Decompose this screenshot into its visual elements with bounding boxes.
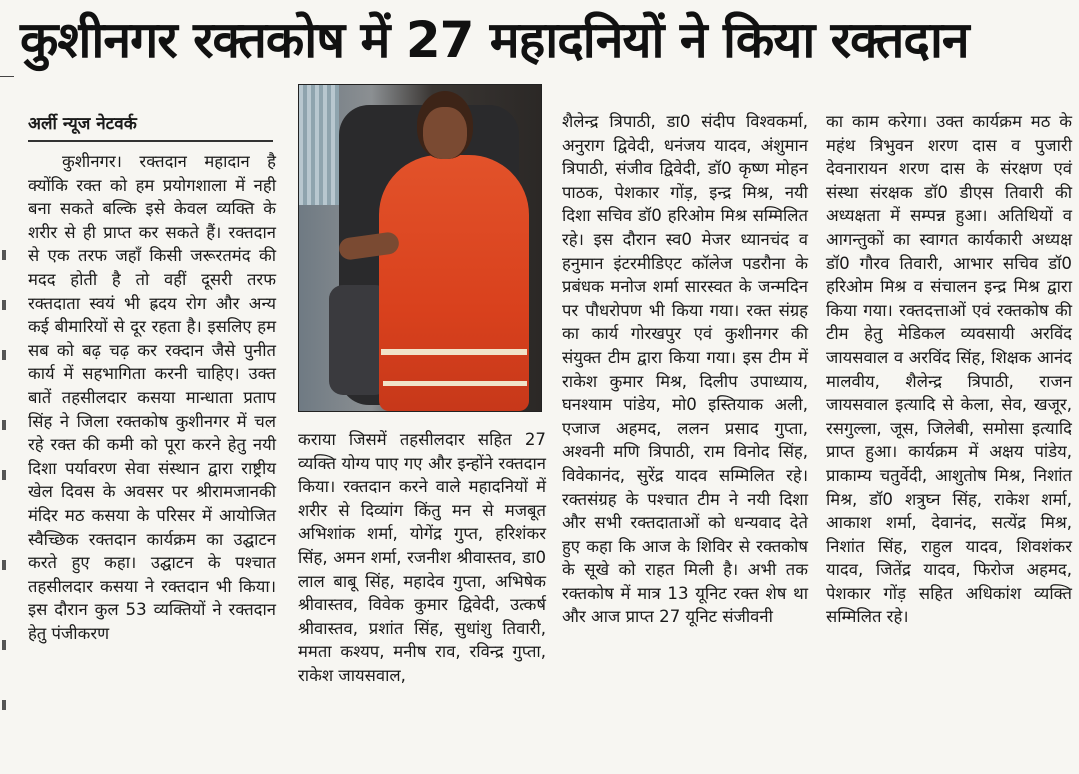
edge-rule (0, 76, 14, 77)
paragraph: कुशीनगर। रक्तदान महादान है क्योंकि रक्त को हम प्रयोगशाला में नही बना सकते बल्कि इसे केवल व्यक्ति के शरीर से ही प्राप्त कर सकते हैं। रक्तदान से एक तरफ जहाँ किसी जरूरतमंद की मदद होती है तो वहीं दूसरी तरफ रक्तदाता स्वयं भी ह्रदय रोग और अन्य कई बीमारियों से दूर रहता है। इसलिए हम सब को बढ़ चढ़ कर रक्दान जैसे पुनीत कार्य में सहभागिता करनी चाहिए। उक्त बातें तहसीलदार कसया मान्धाता प्रताप सिंह ने जिला रक्तकोष कुशीनगर में चल रहे रक्त की कमी को पूरा करने हेतु नयी दिशा पर्यावरण सेवा संस्थान द्वारा राष्ट्रीय खेल दिवस के अवसर पर श्रीरामजानकी मंदिर मठ कसया के परिसर में आयोजित स्वैच्छिक रक्तदान कार्यक्रम का उद्घाटन करते हुए कहा। उद्घाटन के पश्चात तहसीलदार कसया ने रक्तदान भी किया। इस दौरान कुल 53 व्यक्तियों ने रक्तदान हेतु पंजीकरण (28, 152, 276, 643)
paragraph: कराया जिसमें तहसीलदार सहित 27 व्यक्ति योग्य पाए गए और इन्होंने रक्तदान किया। रक्तदान करने वाले महादनियों में शरीर से दिव्यांग किंतु मन से मजबूत अभिशांक शर्मा, योगेंद्र गुप्त, हरिशंकर सिंह, अमन शर्मा, रजनीश श्रीवास्तव, डा0 लाल बाबू सिंह, महादेव गुप्ता, अभिषेक श्रीवास्तव, विवेक कुमार द्विवेदी, उत्कर्ष श्रीवास्तव, प्रशांत सिंह, सुधांशु तिवारी, ममता कश्यप, मनीष राव, रविन्द्र गुप्ता, राकेश जायसवाल, (298, 430, 546, 685)
article-column-4 (826, 110, 1072, 629)
clipping-edge-marks (0, 0, 10, 774)
article-column-3 (562, 110, 808, 629)
paragraph: का काम करेगा। उक्त कार्यक्रम मठ के महंथ त्रिभुवन शरण दास व पुजारी देवनारायन शरण दास के संरक्षण एवं संस्था संरक्षक डॉ0 डीएस तिवारी की अध्यक्षता में सम्पन्न हुआ। अतिथियों व आगन्तुकों का स्वागत कार्यकारी अध्यक्ष डॉ0 गौरव तिवारी, आभार सचिव डॉ0 हरिओम मिश्र व संचालन इन्द्र मिश्र द्वारा किया गया। रक्तदत्ताओं एवं रक्तकोष की टीम हेतु मेडिकल व्यवसायी अरविंद जायसवाल व अरविंद सिंह, शिक्षक आनंद मालवीय, शैलेन्द्र त्रिपाठी, राजन जायसवाल इत्यादि से केला, सेव, खजूर, रसगुल्ला, जूस, जिलेबी, समोसा इत्यादि प्राप्त हुआ। कार्यक्रम में अक्षय पांडेय, प्राकाम्य चतुर्वेदी, आशुतोष मिश्र, निशांत मिश्र, डॉ0 शत्रुघ्न सिंह, राकेश शर्मा, आकाश शर्मा, देवानंद, सत्येंद्र मिश्र, निशांत सिंह, राहुल यादव, शिवशंकर यादव, जितेंद्र यादव, फिरोज अहमद, पेशकार गोंड़ सहित अधिकांश व्यक्ति सम्मिलित रहे। (826, 112, 1072, 627)
article-column-2 (298, 428, 546, 688)
headline: कुशीनगर रक्तकोष में 27 महादनियों ने किया रक्तदान (20, 11, 969, 69)
photo-blood-donor-woman (298, 84, 542, 412)
paragraph: शैलेन्द्र त्रिपाठी, डा0 संदीप विश्वकर्मा, अनुराग द्विवेदी, धनंजय यादव, अंशुमान त्रिपाठी, संजीव द्विवेदी, डॉ0 कृष्ण मोहन पाठक, पेशकार गोंड़, इन्द्र मिश्र, नयी दिशा सचिव डॉ0 हरिओम मिश्र सम्मिलित रहे। इस दौरान स्व0 मेजर ध्यानचंद व हनुमान इंटरमीडिएट कॉलेज पडरौना के प्रबंधक मनोज शर्मा सारस्वत के जन्मदिन पर पौधरोपण भी किया गया। रक्त संग्रह का कार्य गोरखपुर एवं कुशीनगर की संयुक्त टीम द्वारा किया गया। इस टीम में राकेश कुमार मिश्र, दिलीप उपाध्याय, घनश्याम पांडेय, मो0 इस्तियाक अली, एजाज अहमद, ललन प्रसाद गुप्ता, अश्वनी मणि त्रिपाठी, राम विनोद सिंह, विवेकानंद, सुरेंद्र यादव सम्मिलित रहे। रक्तसंग्रह के पश्चात टीम ने नयी दिशा और सभी रक्तदाताओं को धन्यवाद देते हुए कहा कि आज के शिविर से रक्तकोष के सूखे को राहत मिली है। अभी तक रक्तकोष में मात्र 13 यूनिट रक्त शेष था और आज प्राप्त 27 यूनिट संजीवनी (562, 112, 808, 627)
article-column-1 (28, 150, 276, 645)
byline: अर्ली न्यूज नेटवर्क (28, 112, 273, 142)
